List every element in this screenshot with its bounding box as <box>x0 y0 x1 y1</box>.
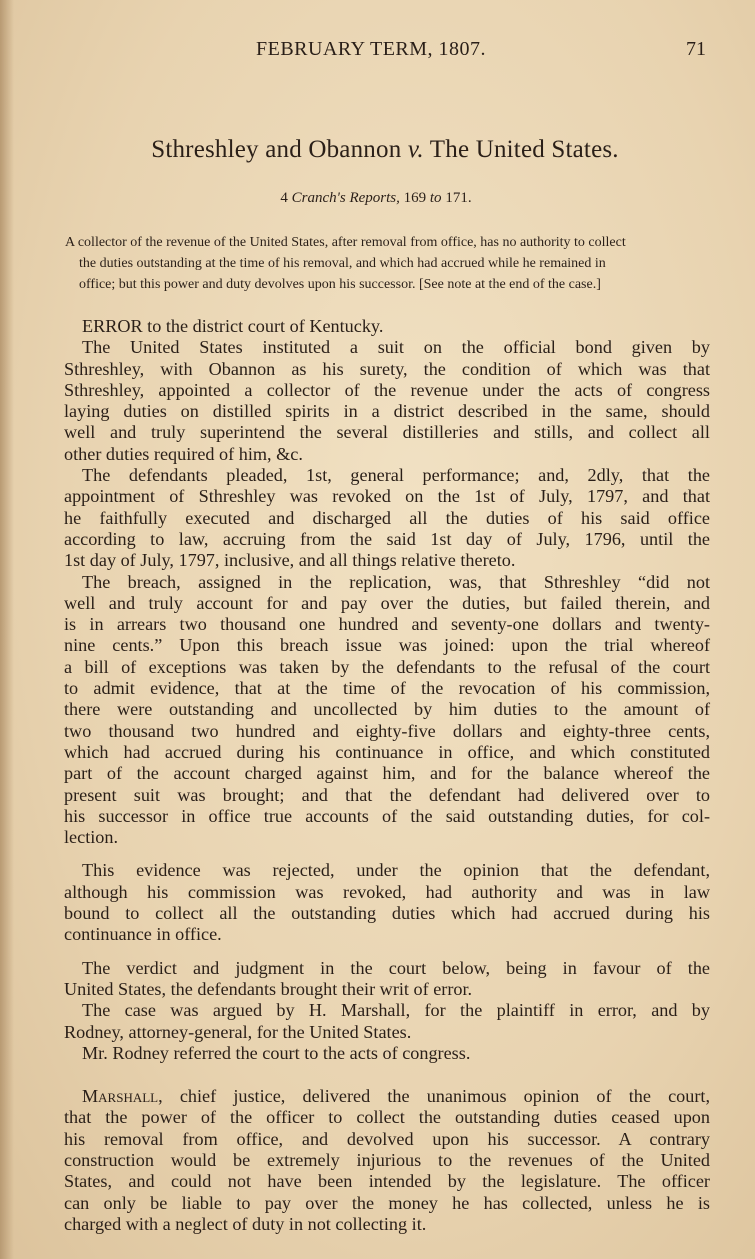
body-line <box>64 1086 710 1107</box>
case-title-versus: v. <box>407 136 424 163</box>
citation-start-page: 169 <box>403 190 427 206</box>
body-line: part of the account charged against him, and for the balance whereof the <box>64 763 710 784</box>
case-title-respondent: The United States. <box>429 136 619 163</box>
body-line: The defendants pleaded, 1st, general performance; and, 2dly, that the <box>82 465 710 486</box>
body-line: The United States instituted a suit on the official bond given by <box>82 337 710 358</box>
body-line: can only be liable to pay over the money he has collected, unless he is <box>64 1192 710 1213</box>
body-line: his successor in office true accounts of the said outstanding duties, for col- <box>64 805 710 826</box>
body-line: 1st day of July, 1797, inclusive, and all things relative thereto. <box>64 550 516 571</box>
body-line: there were outstanding and uncollected by him duties to the amount of <box>64 699 710 720</box>
body-line: is in arrears two thousand one hundred and seventy-one dollars and twenty- <box>64 614 710 635</box>
case-title <box>0 136 755 164</box>
paragraph-spacer <box>64 946 710 958</box>
paragraph-rodney <box>64 1043 710 1064</box>
paragraph-evidence <box>64 860 710 945</box>
body-line: bound to collect all the outstanding duties which had accrued during his <box>64 903 710 924</box>
body-line: which had accrued during his continuance in office, and which constituted <box>64 741 710 762</box>
case-body <box>64 316 710 1235</box>
citation-end-page: 171. <box>445 190 472 206</box>
body-line: appointment of Sthreshley was revoked on the 1st of July, 1797, and that <box>64 486 710 507</box>
paragraph-error <box>64 316 710 337</box>
case-citation <box>0 190 752 207</box>
body-line: charged with a neglect of duty in not collecting it. <box>64 1213 427 1234</box>
running-head: FEBRUARY TERM, 1807. <box>256 38 487 60</box>
paragraph-pleadings <box>64 465 710 571</box>
paragraph-spacer <box>64 848 710 860</box>
headnote <box>65 232 715 295</box>
paragraph-opinion <box>64 1086 710 1235</box>
headnote-line: the duties outstanding at the time of his removal, and which had accrued while he remained in <box>79 256 606 271</box>
body-line: United States, the defendants brought their writ of error. <box>64 978 473 999</box>
body-line: to admit evidence, that at the time of the revocation of his commission, <box>64 678 710 699</box>
body-line: although his commission was revoked, had authority and was in law <box>64 881 710 902</box>
citation-reporter: Cranch's Reports, <box>291 190 400 206</box>
body-line: according to law, accruing from the said 1st day of July, 1796, until the <box>64 528 710 549</box>
body-line: his removal from office, and devolved upon his successor. A contrary <box>64 1128 710 1149</box>
body-line: The verdict and judgment in the court below, being in favour of the <box>82 957 710 978</box>
headnote-line: office; but this power and duty devolves upon his successor. [See note at the end of the case.] <box>79 277 601 292</box>
body-line: The case was argued by H. Marshall, for the plaintiff in error, and by <box>82 1000 710 1021</box>
body-line: well and truly account for and pay over the duties, but failed therein, and <box>64 592 710 613</box>
case-title-parties: Sthreshley and Obannon <box>151 136 402 163</box>
body-line: The breach, assigned in the replication, was, that Sthreshley “did not <box>82 571 710 592</box>
headnote-line: A collector of the revenue of the United States, after removal from office, has no authority to collect <box>65 235 626 250</box>
body-line: Sthreshley, with Obannon as his surety, the condition of which was that <box>64 358 710 379</box>
body-line: well and truly superintend the several distilleries and stills, and collect all <box>64 422 710 443</box>
body-line: construction would be extremely injurious to the revenues of the United <box>64 1149 710 1170</box>
body-line: States, and could not have been intended by the legislature. The officer <box>64 1171 710 1192</box>
body-line: Mr. Rodney referred the court to the acts of congress. <box>82 1042 471 1063</box>
paragraph-spacer <box>64 1064 710 1086</box>
body-line: two thousand two hundred and eighty-five dollars and eighty-three cents, <box>64 720 710 741</box>
citation-volume: 4 <box>280 190 288 206</box>
body-line: a bill of exceptions was taken by the defendants to the refusal of the court <box>64 656 710 677</box>
body-line: laying duties on distilled spirits in a district described in the same, should <box>64 401 710 422</box>
body-line: This evidence was rejected, under the opinion that the defendant, <box>82 860 710 881</box>
page-number: 71 <box>686 38 706 60</box>
body-line: that the power of the officer to collect the outstanding duties ceased upon <box>64 1107 710 1128</box>
citation-to: to <box>429 190 442 206</box>
body-line: present suit was brought; and that the defendant had delivered over to <box>64 784 710 805</box>
paragraph-argument <box>64 1000 710 1043</box>
opinion-author: Marshall, <box>82 1086 163 1107</box>
body-line: Rodney, attorney-general, for the United States. <box>64 1021 412 1042</box>
paragraph-verdict <box>64 958 710 1001</box>
page-spine-shadow <box>0 0 14 1259</box>
body-line: he faithfully executed and discharged all the duties of his said office <box>64 507 710 528</box>
body-line: nine cents.” Upon this breach issue was joined: upon the trial whereof <box>64 635 710 656</box>
body-line: Sthreshley, appointed a collector of the revenue under the acts of congress <box>64 379 710 400</box>
paragraph-suit <box>64 337 710 465</box>
body-line: ERROR to the district court of Kentucky. <box>82 316 384 336</box>
body-line: lection. <box>64 827 119 848</box>
body-line: other duties required of him, &c. <box>64 443 303 464</box>
body-line: continuance in office. <box>64 924 222 945</box>
opinion-first-line: chief justice, delivered the unanimous opinion of the court, <box>179 1086 710 1107</box>
paragraph-breach <box>64 572 710 849</box>
